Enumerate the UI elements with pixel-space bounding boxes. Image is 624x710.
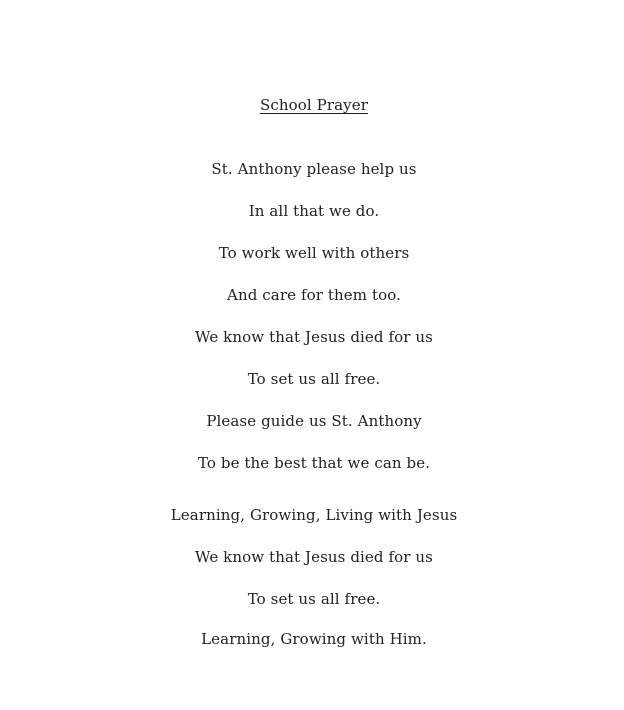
page-title: School Prayer	[260, 96, 368, 114]
prayer-line: To set us all free.	[247, 590, 381, 608]
prayer-line: And care for them too.	[227, 286, 401, 304]
prayer-line: We know that Jesus died for us	[195, 548, 433, 566]
prayer-line: To be the best that we can be.	[197, 454, 431, 472]
prayer-line: Learning, Growing with Him.	[201, 630, 427, 648]
prayer-line: We know that Jesus died for us	[195, 328, 433, 346]
prayer-line: St. Anthony please help us	[211, 160, 417, 178]
prayer-line: In all that we do.	[248, 202, 380, 220]
prayer-line: Please guide us St. Anthony	[206, 412, 422, 430]
prayer-line: To work well with others	[218, 244, 410, 262]
prayer-line: Learning, Growing, Living with Jesus	[170, 506, 458, 524]
prayer-line: To set us all free.	[247, 370, 381, 388]
